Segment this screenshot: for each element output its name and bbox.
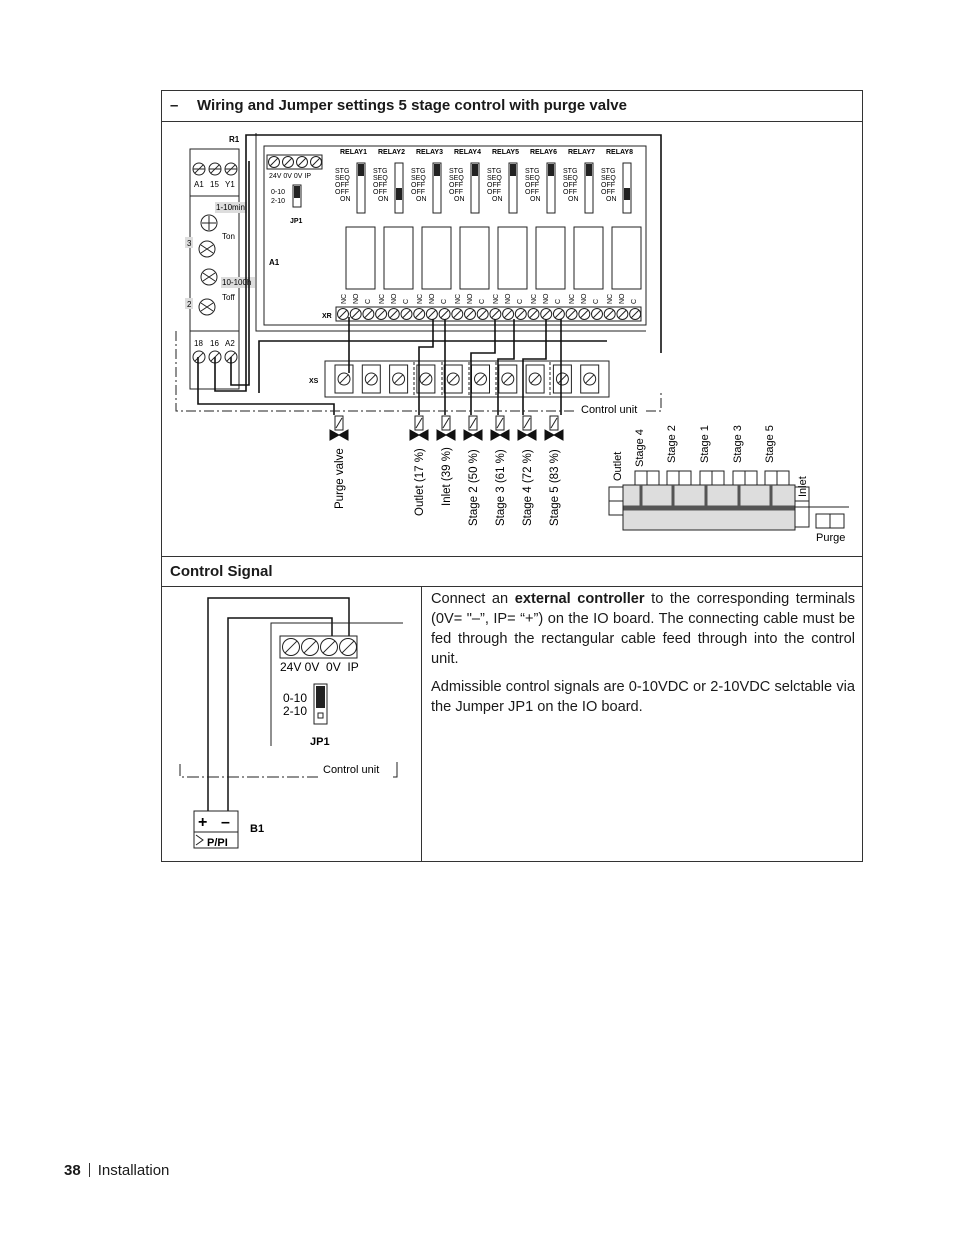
relay-contact-label: NO [581,293,588,304]
control-signal-diagram [162,587,421,862]
r1-ton-label: Ton [222,232,235,241]
io-terminal-labels: 24V 0V 0V IP [269,173,312,180]
relay-contact-label: C [403,298,410,304]
valve-5 [518,416,536,526]
r1-terminal-15: 15 [210,180,219,189]
cs-jp-210: 2-10 [283,704,308,718]
relay-contact-label: C [441,298,448,304]
cs-jp-010: 0-10 [283,691,308,705]
relay-option: OFF [563,182,577,189]
footer-separator [89,1163,90,1177]
xs-screw [338,373,350,385]
relay-option: STG [601,168,616,175]
relay-contact-label: NO [353,293,360,304]
instructions-paragraph-2: Admissible control signals are 0-10VDC or 2-10VDC selctable via the Jumper JP1 on the IO board. [431,679,855,715]
xr-screw [452,309,463,320]
relay-option: OFF [335,182,349,189]
section-dash: – [170,97,179,114]
relay-name: RELAY3 [416,149,443,156]
relay-option: OFF [487,182,501,189]
stack-stage5-label: Stage 5 [764,425,776,463]
relay-coil [574,227,603,289]
relay-contact-label: C [631,298,638,304]
r1-knob-on-num: 3 [187,239,192,248]
relay-coil [498,227,527,289]
xs-screw [584,373,596,385]
xr-screw [426,309,437,320]
relay-contact-label: NO [619,293,626,304]
xs-screw [529,373,541,385]
relay-contact-label: C [365,298,372,304]
relay-option: ON [530,196,541,203]
io-terminal-screws [267,155,322,169]
relay-coil [384,227,413,289]
valve-label: Stage 2 (50 %) [468,449,480,526]
relay-option: STG [411,168,426,175]
valve-6 [545,416,563,526]
r1-toff-label: Toff [222,293,235,302]
r1-top-screws [193,163,237,175]
relay-option: OFF [601,182,615,189]
para1-text-a: Connect an [431,591,515,607]
sensor-plus: + [198,814,208,831]
xs-screw [365,373,377,385]
relay-option: OFF [449,182,463,189]
relay-contact-label: NO [429,293,436,304]
relay-contact-label: NC [455,293,462,304]
relay-option: SEQ [373,175,388,182]
cs-control-unit-label: Control unit [323,764,380,776]
relay-option: OFF [411,182,425,189]
relay-option: ON [454,196,465,203]
valve-label: Stage 5 (83 %) [549,449,561,526]
io-screw [297,157,308,168]
relay-coil [536,227,565,289]
relay-contact-label: C [593,298,600,304]
relay-contact-label: C [479,298,486,304]
relay-option: SEQ [601,175,616,182]
valve-0 [330,416,348,509]
relay-option: STG [449,168,464,175]
diagram-control-unit-label: Control unit [581,404,638,416]
column-divider [421,587,422,862]
a1-label: A1 [269,258,280,267]
control-signal-header [162,557,862,587]
r1-terminal-a1: A1 [194,180,204,189]
relay-option: OFF [411,189,425,196]
relay-contact-label: NC [341,293,348,304]
relay-contact-label: NC [379,293,386,304]
xr-screw [439,309,450,320]
relay-option: STG [487,168,502,175]
valve-label: Stage 3 (61 %) [495,449,507,526]
valve-label: Stage 4 (72 %) [522,449,534,526]
sensor-label: B1 [250,823,265,835]
relay-contact-label: NO [391,293,398,304]
cs-screw [340,639,357,656]
relay-contact-label: NC [607,293,614,304]
relay-option: OFF [449,189,463,196]
io-jp-010: 0-10 [271,189,286,196]
relay-option: OFF [525,189,539,196]
stack-purge-label: Purge [816,532,846,544]
xr-screw [553,309,564,320]
relay-contact-label: NC [493,293,500,304]
relay-option: ON [340,196,351,203]
xr-screw [592,309,603,320]
r1-terminal-y1: Y1 [225,180,235,189]
valve-label: Purge valve [334,448,346,509]
valve-3 [464,416,482,526]
cs-screw [283,639,300,656]
stack-stage3-label: Stage 3 [732,425,744,463]
cs-jp-label: JP1 [310,736,330,748]
xr-screw [350,309,361,320]
xr-screw [490,309,501,320]
relay-option: STG [525,168,540,175]
stack-stage2-label: Stage 2 [666,425,678,463]
solenoid-valves [330,416,563,526]
cs-terminal-screws [280,636,357,658]
xr-screw [617,309,628,320]
valve-2 [437,416,455,506]
xs-label: XS [309,378,319,385]
relay-option: SEQ [335,175,350,182]
relay-name: RELAY4 [454,149,481,156]
relay-contact-label: NO [505,293,512,304]
stack-outlet-label: Outlet [612,451,624,481]
xr-screw [338,309,349,320]
relay-contact-label: NC [569,293,576,304]
xr-screw [528,309,539,320]
cs-terminal-labels: 24V 0V 0V IP [280,660,359,674]
io-screw [269,157,280,168]
valve-1 [410,416,428,516]
section-title: Wiring and Jumper settings 5 stage control with purge valve [197,97,627,114]
cs-screw [302,639,319,656]
relay-contact-label: C [555,298,562,304]
relay-option: OFF [601,189,615,196]
relay-option: STG [563,168,578,175]
relay-coil [460,227,489,289]
relay-option: OFF [487,189,501,196]
valve-label: Inlet (39 %) [441,447,453,506]
xr-screw [376,309,387,320]
r1-label: R1 [229,135,240,144]
sensor-minus: – [221,814,230,831]
relay-option: SEQ [487,175,502,182]
relay-contact-label: C [517,298,524,304]
xs-screw [393,373,405,385]
xr-screw [604,309,615,320]
xr-screw [414,309,425,320]
xr-label: XR [322,313,332,320]
cs-screw [321,639,338,656]
relay-name: RELAY6 [530,149,557,156]
xr-screw [503,309,514,320]
relay-option: SEQ [449,175,464,182]
xr-screw [401,309,412,320]
r1-terminal-16: 16 [210,339,219,348]
r1-knob-off-num: 2 [187,300,192,309]
xr-screw [541,309,552,320]
valve-4 [491,416,509,526]
relay-contact-label: NO [543,293,550,304]
relay-coil [422,227,451,289]
relay-name: RELAY1 [340,149,367,156]
instructions-paragraph-1 [431,589,855,669]
relay-option: OFF [525,182,539,189]
xr-screw [630,309,641,320]
relay-option: OFF [563,189,577,196]
r1-bottom-screw [193,351,205,363]
relay-option: SEQ [411,175,426,182]
xr-screw [515,309,526,320]
relay-name: RELAY8 [606,149,633,156]
xs-screw [475,373,487,385]
relay-option: STG [335,168,350,175]
relay-option: ON [378,196,389,203]
xs-screw [556,373,568,385]
r1-terminal-18: 18 [194,339,203,348]
relay-option: STG [373,168,388,175]
relay-contact-label: NC [417,293,424,304]
relay-contact-label: NO [467,293,474,304]
page-number: 38 [64,1162,81,1179]
stack-stage1-label: Stage 1 [699,425,711,463]
relay-option: ON [492,196,503,203]
r1-terminal-a2: A2 [225,339,235,348]
xr-screw [388,309,399,320]
stack-inlet-label: Inlet [797,476,809,497]
xs-screw [420,373,432,385]
io-jp-210: 2-10 [271,198,286,205]
relay-option: SEQ [525,175,540,182]
relay-coil [612,227,641,289]
relay-name: RELAY5 [492,149,519,156]
relay-option: OFF [373,189,387,196]
para1-emphasis: external controller [514,591,645,607]
xr-terminal-block [336,307,641,321]
xr-screw [566,309,577,320]
relay-name: RELAY7 [568,149,595,156]
sensor-type: P/PI [207,837,228,849]
relay-option: OFF [335,189,349,196]
para1-text-c: to the corresponding terminals (0V= "–”, IP= “+”) on the IO board. The connecting cable must be fed through the rectangular cable feed through into the control unit. [431,591,855,667]
xr-screw [579,309,590,320]
relay-option: ON [568,196,579,203]
relay-name: RELAY2 [378,149,405,156]
io-screw [283,157,294,168]
relay-option: OFF [373,182,387,189]
page-footer [64,1162,169,1179]
io-jp-label: JP1 [290,218,303,225]
r1-range-on: 1-10min [216,203,245,212]
relay-contact-label: NC [531,293,538,304]
valve-label: Outlet (17 %) [414,448,426,516]
wiring-diagram-row [162,122,862,557]
xr-screw [465,309,476,320]
xr-screw [363,309,374,320]
control-signal-row [162,587,862,862]
io-screw [311,157,322,168]
r1-range-off: 10-100h [222,278,252,287]
xs-screw [502,373,514,385]
wiring-diagram [162,122,862,556]
section-header [162,91,862,122]
xs-screw [447,373,459,385]
xr-screw [477,309,488,320]
content-frame [161,90,863,862]
stack-stage4-label: Stage 4 [634,429,646,467]
relay-option: ON [416,196,427,203]
footer-section: Installation [97,1162,170,1179]
relay-option: SEQ [563,175,578,182]
relay-coil [346,227,375,289]
control-signal-title: Control Signal [170,563,273,580]
relay-option: ON [606,196,617,203]
